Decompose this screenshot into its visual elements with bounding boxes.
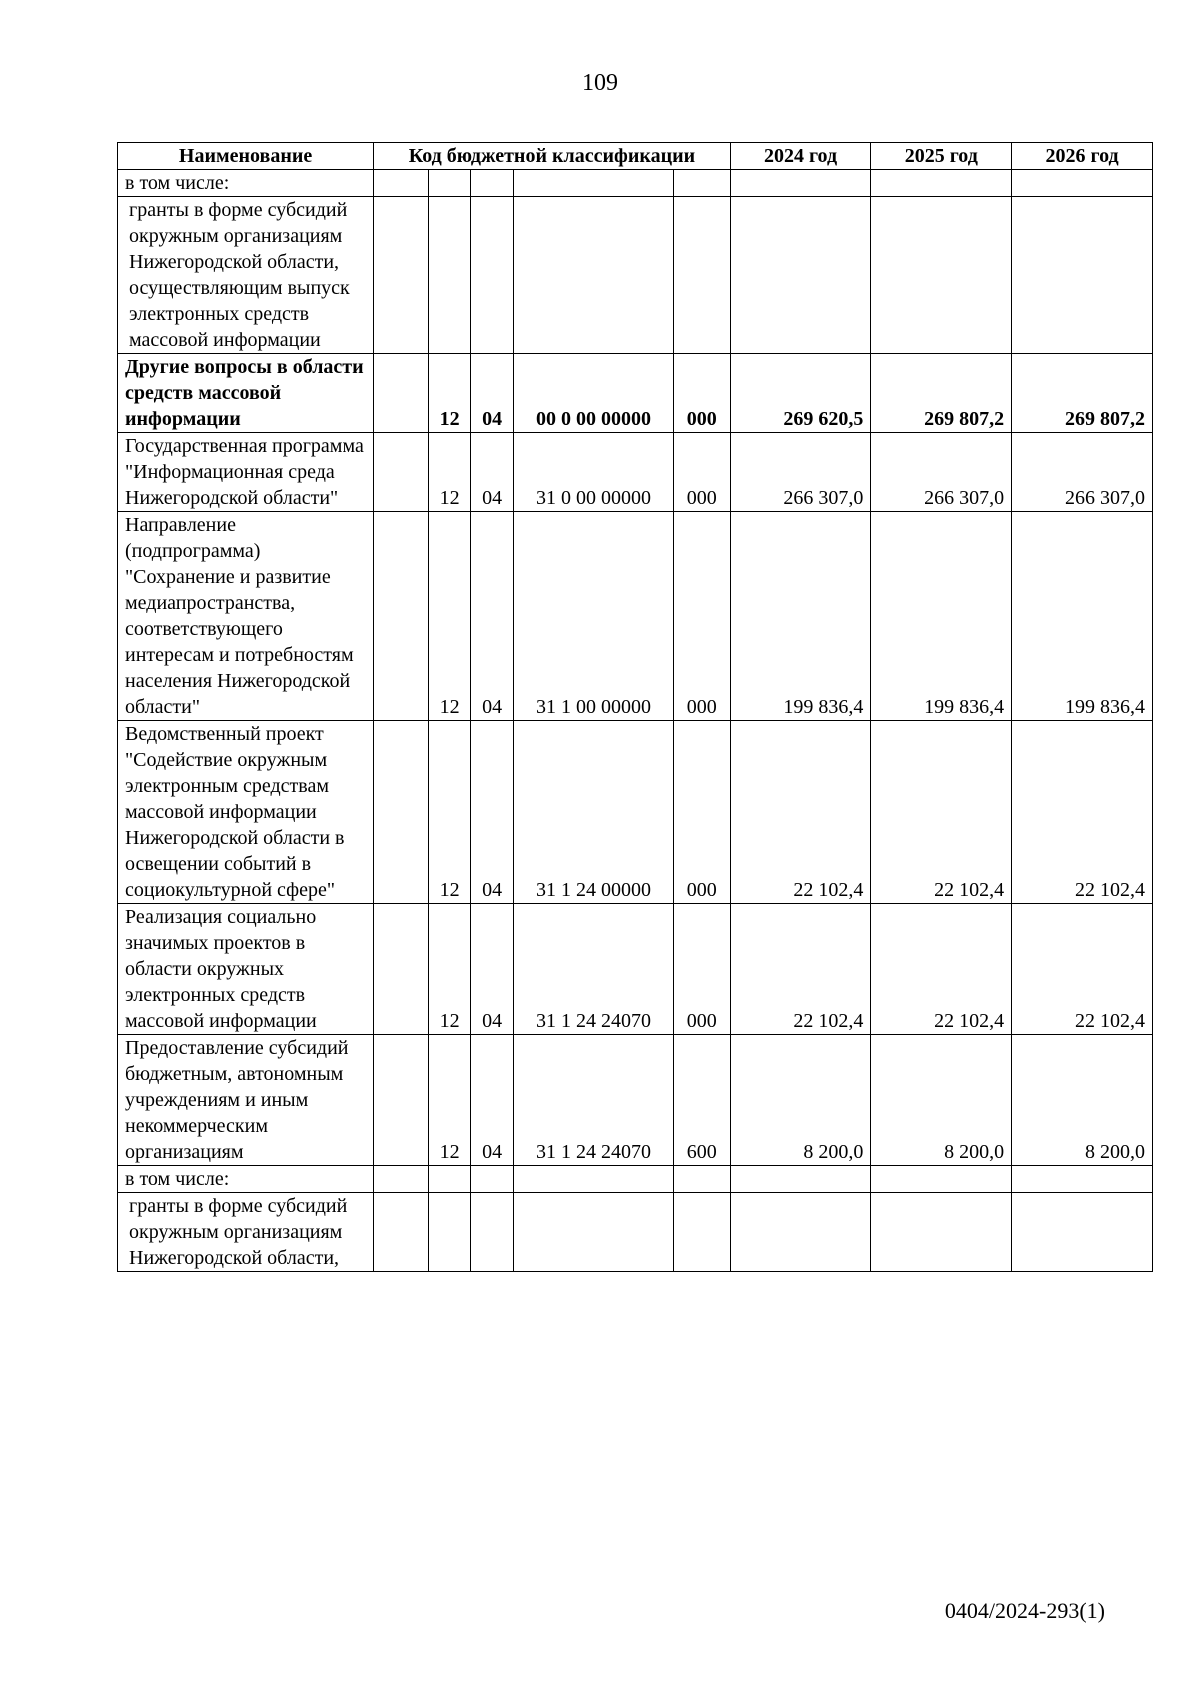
- row-2025: [871, 1193, 1012, 1272]
- row-section: 12: [428, 904, 471, 1035]
- row-name: Реализация социально значимых проектов в области окружных электронных средств массовой информации: [118, 904, 374, 1035]
- table-row: [118, 354, 1153, 433]
- row-subsection: [471, 1166, 514, 1193]
- row-section: 12: [428, 354, 471, 433]
- row-name: гранты в форме субсидий окружным организациям Нижегородской области, осуществляющим выпуск электронных средств массовой информации: [118, 197, 374, 354]
- table-row: [118, 1035, 1153, 1166]
- row-2026: [1012, 197, 1153, 354]
- row-2026: 22 102,4: [1012, 904, 1153, 1035]
- row-empty-cell: [374, 1035, 429, 1166]
- table-row: [118, 197, 1153, 354]
- row-subsection: 04: [471, 904, 514, 1035]
- row-name: гранты в форме субсидий окружным организациям Нижегородской области,: [118, 1193, 374, 1272]
- row-kind: [673, 170, 730, 197]
- row-section: 12: [428, 512, 471, 721]
- row-section: [428, 170, 471, 197]
- row-empty-cell: [374, 1193, 429, 1272]
- row-empty-cell: [374, 904, 429, 1035]
- row-2026: 22 102,4: [1012, 721, 1153, 904]
- row-target: 31 1 00 00000: [513, 512, 673, 721]
- row-section: [428, 1193, 471, 1272]
- table-row: [118, 1193, 1153, 1272]
- row-2024: 269 620,5: [730, 354, 871, 433]
- row-empty-cell: [374, 197, 429, 354]
- row-target: [513, 170, 673, 197]
- row-2026: 269 807,2: [1012, 354, 1153, 433]
- row-2024: [730, 1166, 871, 1193]
- header-2026: 2026 год: [1012, 143, 1153, 170]
- row-subsection: 04: [471, 1035, 514, 1166]
- row-kind: 000: [673, 433, 730, 512]
- row-name: Направление (подпрограмма) "Сохранение и развитие медиапространства, соответствующего интересам и потребностям населения Нижегородской области": [118, 512, 374, 721]
- row-name: Предоставление субсидий бюджетным, автономным учреждениям и иным некоммерческим организациям: [118, 1035, 374, 1166]
- row-subsection: 04: [471, 512, 514, 721]
- row-empty-cell: [374, 433, 429, 512]
- row-kind: 000: [673, 721, 730, 904]
- row-2025: 269 807,2: [871, 354, 1012, 433]
- row-2026: 8 200,0: [1012, 1035, 1153, 1166]
- row-target: 31 1 24 24070: [513, 1035, 673, 1166]
- row-2024: [730, 197, 871, 354]
- budget-table: [117, 142, 1153, 1272]
- table-row: [118, 904, 1153, 1035]
- row-empty-cell: [374, 721, 429, 904]
- row-kind: 600: [673, 1035, 730, 1166]
- row-target: [513, 1193, 673, 1272]
- row-2025: 199 836,4: [871, 512, 1012, 721]
- table-row: [118, 512, 1153, 721]
- row-section: 12: [428, 1035, 471, 1166]
- row-section: 12: [428, 433, 471, 512]
- row-subsection: 04: [471, 354, 514, 433]
- header-2024: 2024 год: [730, 143, 871, 170]
- page-number: 109: [582, 70, 618, 96]
- row-section: [428, 197, 471, 354]
- row-name: Ведомственный проект "Содействие окружным электронным средствам массовой информации Нижегородской области в освещении событий в социокультурной сфере": [118, 721, 374, 904]
- row-subsection: [471, 1193, 514, 1272]
- row-2025: [871, 197, 1012, 354]
- row-name: в том числе:: [118, 170, 374, 197]
- row-name: в том числе:: [118, 1166, 374, 1193]
- table-row: [118, 1166, 1153, 1193]
- row-2026: 266 307,0: [1012, 433, 1153, 512]
- table-row: [118, 433, 1153, 512]
- header-name: Наименование: [118, 143, 374, 170]
- row-2026: 199 836,4: [1012, 512, 1153, 721]
- row-kind: [673, 197, 730, 354]
- row-2026: [1012, 1193, 1153, 1272]
- row-2025: 8 200,0: [871, 1035, 1012, 1166]
- row-subsection: [471, 197, 514, 354]
- row-target: 31 0 00 00000: [513, 433, 673, 512]
- row-section: [428, 1166, 471, 1193]
- header-code: Код бюджетной классификации: [374, 143, 730, 170]
- row-target: 31 1 24 00000: [513, 721, 673, 904]
- row-target: 31 1 24 24070: [513, 904, 673, 1035]
- row-2024: [730, 1193, 871, 1272]
- row-2025: [871, 1166, 1012, 1193]
- row-subsection: [471, 170, 514, 197]
- row-target: [513, 1166, 673, 1193]
- row-2024: 8 200,0: [730, 1035, 871, 1166]
- table-header-row: [118, 143, 1153, 170]
- row-2024: 199 836,4: [730, 512, 871, 721]
- row-kind: 000: [673, 904, 730, 1035]
- row-2026: [1012, 170, 1153, 197]
- row-target: [513, 197, 673, 354]
- row-empty-cell: [374, 512, 429, 721]
- row-kind: 000: [673, 354, 730, 433]
- row-kind: [673, 1193, 730, 1272]
- table-row: [118, 170, 1153, 197]
- row-2025: 266 307,0: [871, 433, 1012, 512]
- row-section: 12: [428, 721, 471, 904]
- row-empty-cell: [374, 1166, 429, 1193]
- row-2024: 22 102,4: [730, 904, 871, 1035]
- row-2025: [871, 170, 1012, 197]
- row-subsection: 04: [471, 433, 514, 512]
- row-kind: 000: [673, 512, 730, 721]
- row-2026: [1012, 1166, 1153, 1193]
- row-name: Другие вопросы в области средств массовой информации: [118, 354, 374, 433]
- header-2025: 2025 год: [871, 143, 1012, 170]
- row-empty-cell: [374, 170, 429, 197]
- row-kind: [673, 1166, 730, 1193]
- row-2024: 22 102,4: [730, 721, 871, 904]
- row-2024: [730, 170, 871, 197]
- row-target: 00 0 00 00000: [513, 354, 673, 433]
- row-subsection: 04: [471, 721, 514, 904]
- row-name: Государственная программа "Информационная среда Нижегородской области": [118, 433, 374, 512]
- row-2025: 22 102,4: [871, 904, 1012, 1035]
- row-2025: 22 102,4: [871, 721, 1012, 904]
- row-2024: 266 307,0: [730, 433, 871, 512]
- row-empty-cell: [374, 354, 429, 433]
- table-row: [118, 721, 1153, 904]
- document-code: 0404/2024-293(1): [944, 1598, 1105, 1623]
